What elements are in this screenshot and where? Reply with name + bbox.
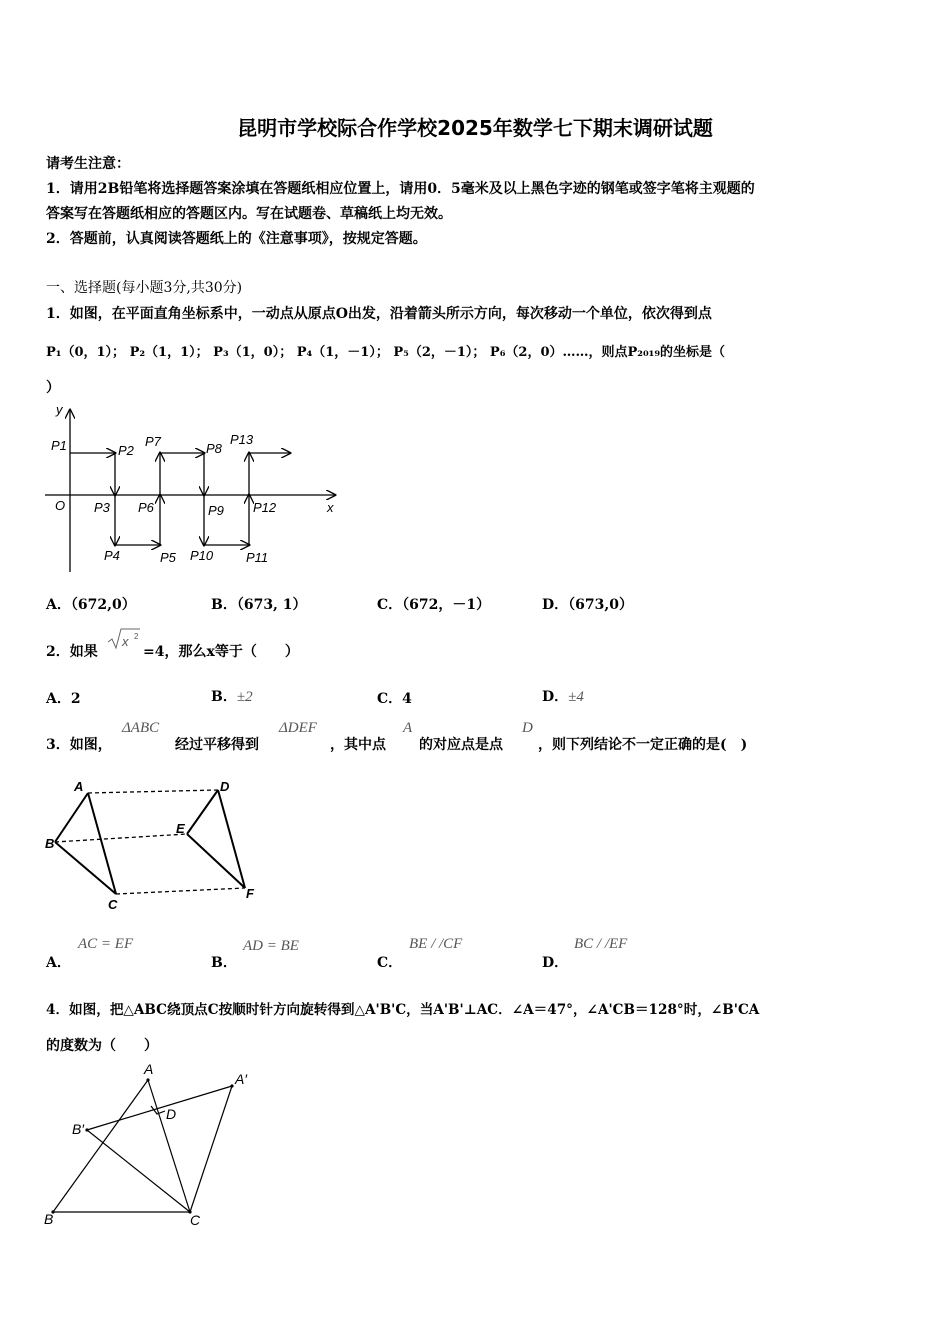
q3-option-a-letter: A． <box>46 955 71 971</box>
label-c: C <box>108 897 118 912</box>
q2-option-d-math: ±4 <box>568 689 584 705</box>
q3-text-5: ，则下列结论不一定正确的是( ) <box>538 737 748 753</box>
label-y: y <box>56 402 63 417</box>
q2-option-d-letter: D． <box>542 689 569 705</box>
label-p13: P13 <box>230 432 254 447</box>
q2-option-b[interactable] <box>211 686 253 706</box>
q3-option-b-letter: B． <box>211 955 237 971</box>
label-p5: P5 <box>160 550 176 565</box>
page-title: 昆明市学校际合作学校2025年数学七下期末调研试题 <box>237 116 713 140</box>
q3-option-d-letter: D． <box>542 955 569 971</box>
q4-rotation-figure <box>40 1058 280 1233</box>
label-p3: P3 <box>94 500 110 515</box>
label-p12: P12 <box>253 500 277 515</box>
q2-option-a[interactable]: A．2 <box>46 691 81 707</box>
label-b-prime: B′ <box>72 1121 84 1137</box>
label-origin: O <box>55 498 66 513</box>
q2-option-c[interactable]: C．4 <box>377 691 412 707</box>
label-c: C <box>190 1212 201 1228</box>
label-f: F <box>246 886 254 901</box>
q2-suffix: =4，那么x等于（ ） <box>143 644 299 660</box>
notice-line-1a: 1．请用2B铅笔将选择题答案涂填在答题纸相应位置上，请用0．5毫米及以上黑色字迹的钢笔或签字笔将主观题的 <box>46 181 755 197</box>
label-x: x <box>327 500 334 515</box>
q3-math-a: A <box>403 720 413 736</box>
label-b: B <box>44 1211 54 1227</box>
q1-option-d[interactable]: D．（673,0） <box>542 597 633 613</box>
label-a-prime: A′ <box>235 1071 247 1087</box>
label-p8: P8 <box>206 441 222 456</box>
q1-line-1: 1．如图，在平面直角坐标系中，一动点从原点O出发，沿着箭头所示方向，每次移动一个单位，依次得到点 <box>46 306 712 322</box>
q3-option-c-letter: C． <box>377 955 403 971</box>
label-a: A <box>144 1061 154 1077</box>
q3-option-b[interactable] <box>211 936 371 970</box>
q1-coordinate-figure <box>40 400 350 580</box>
q3-option-b-math: AD = BE <box>243 938 299 954</box>
q2-prefix: 2．如果 <box>46 644 98 660</box>
notice-heading: 请考生注意： <box>46 156 130 172</box>
q3-option-d-math: BC / /EF <box>574 936 628 952</box>
label-p7: P7 <box>145 434 161 449</box>
label-b: B <box>45 836 55 851</box>
label-a: A <box>74 779 84 794</box>
label-p1: P1 <box>51 438 67 453</box>
label-p11: P11 <box>246 550 269 565</box>
q3-text-3: ，其中点 <box>330 737 386 753</box>
q1-option-b[interactable]: B．（673, 1） <box>211 597 307 613</box>
q3-option-c[interactable] <box>377 936 537 970</box>
label-d: D <box>220 779 230 794</box>
q1-option-a[interactable]: A．（672,0） <box>46 597 136 613</box>
q3-option-a[interactable] <box>46 936 206 970</box>
notice-line-2: 2．答题前，认真阅读答题纸上的《注意事项》，按规定答题。 <box>46 231 427 247</box>
q3-text-2: 经过平移得到 <box>175 737 259 753</box>
q3-translation-figure <box>40 772 270 917</box>
q3-math-d: D <box>522 720 533 736</box>
label-p9: P9 <box>208 503 224 518</box>
notice-line-1b: 答案写在答题纸相应的答题区内。写在试题卷、草稿纸上均无效。 <box>46 206 452 222</box>
q3-option-c-math: BE / /CF <box>409 936 463 952</box>
section-heading: 一、选择题(每小题3分,共30分) <box>46 280 243 296</box>
path-arrows <box>70 453 290 545</box>
q1-line-2: P₁（0，1）； P₂（1，1）； P₃（1，0）； P₄（1，－1）； P₅（2，－1）； P₆（2，0）……，则点P₂₀₁₉的坐标是（ <box>46 345 726 360</box>
label-p6: P6 <box>138 500 154 515</box>
label-p4: P4 <box>104 548 120 563</box>
label-d: D <box>166 1106 177 1122</box>
q4-line-2: 的度数为（ ） <box>46 1038 158 1054</box>
q2-option-d[interactable] <box>542 686 584 706</box>
label-p2: P2 <box>118 443 134 458</box>
radical-x: x <box>122 634 129 649</box>
q2-option-b-math: ±2 <box>236 689 253 705</box>
q3-text-4: 的对应点是点 <box>419 737 503 753</box>
q3-option-d[interactable] <box>542 936 702 970</box>
label-e: E <box>176 821 185 836</box>
q3-option-a-math: AC = EF <box>78 936 134 952</box>
q1-option-c[interactable]: C．（672，－1） <box>377 597 491 613</box>
q3-math-abc: ΔABC <box>122 720 160 736</box>
q3-text-1: 3．如图， <box>46 737 112 753</box>
q4-line-1: 4．如图，把△ABC绕顶点C按顺时针方向旋转得到△A'B'C，当A'B'⊥AC．∠A＝47°，∠A'CB＝128°时，∠B'CA <box>46 1002 760 1018</box>
q3-math-def: ΔDEF <box>279 720 317 736</box>
label-p10: P10 <box>190 548 214 563</box>
q2-radical <box>106 626 142 652</box>
q1-line-3: ） <box>46 380 60 396</box>
radical-exponent: 2 <box>134 632 139 641</box>
q2-option-b-letter: B． <box>211 689 237 705</box>
